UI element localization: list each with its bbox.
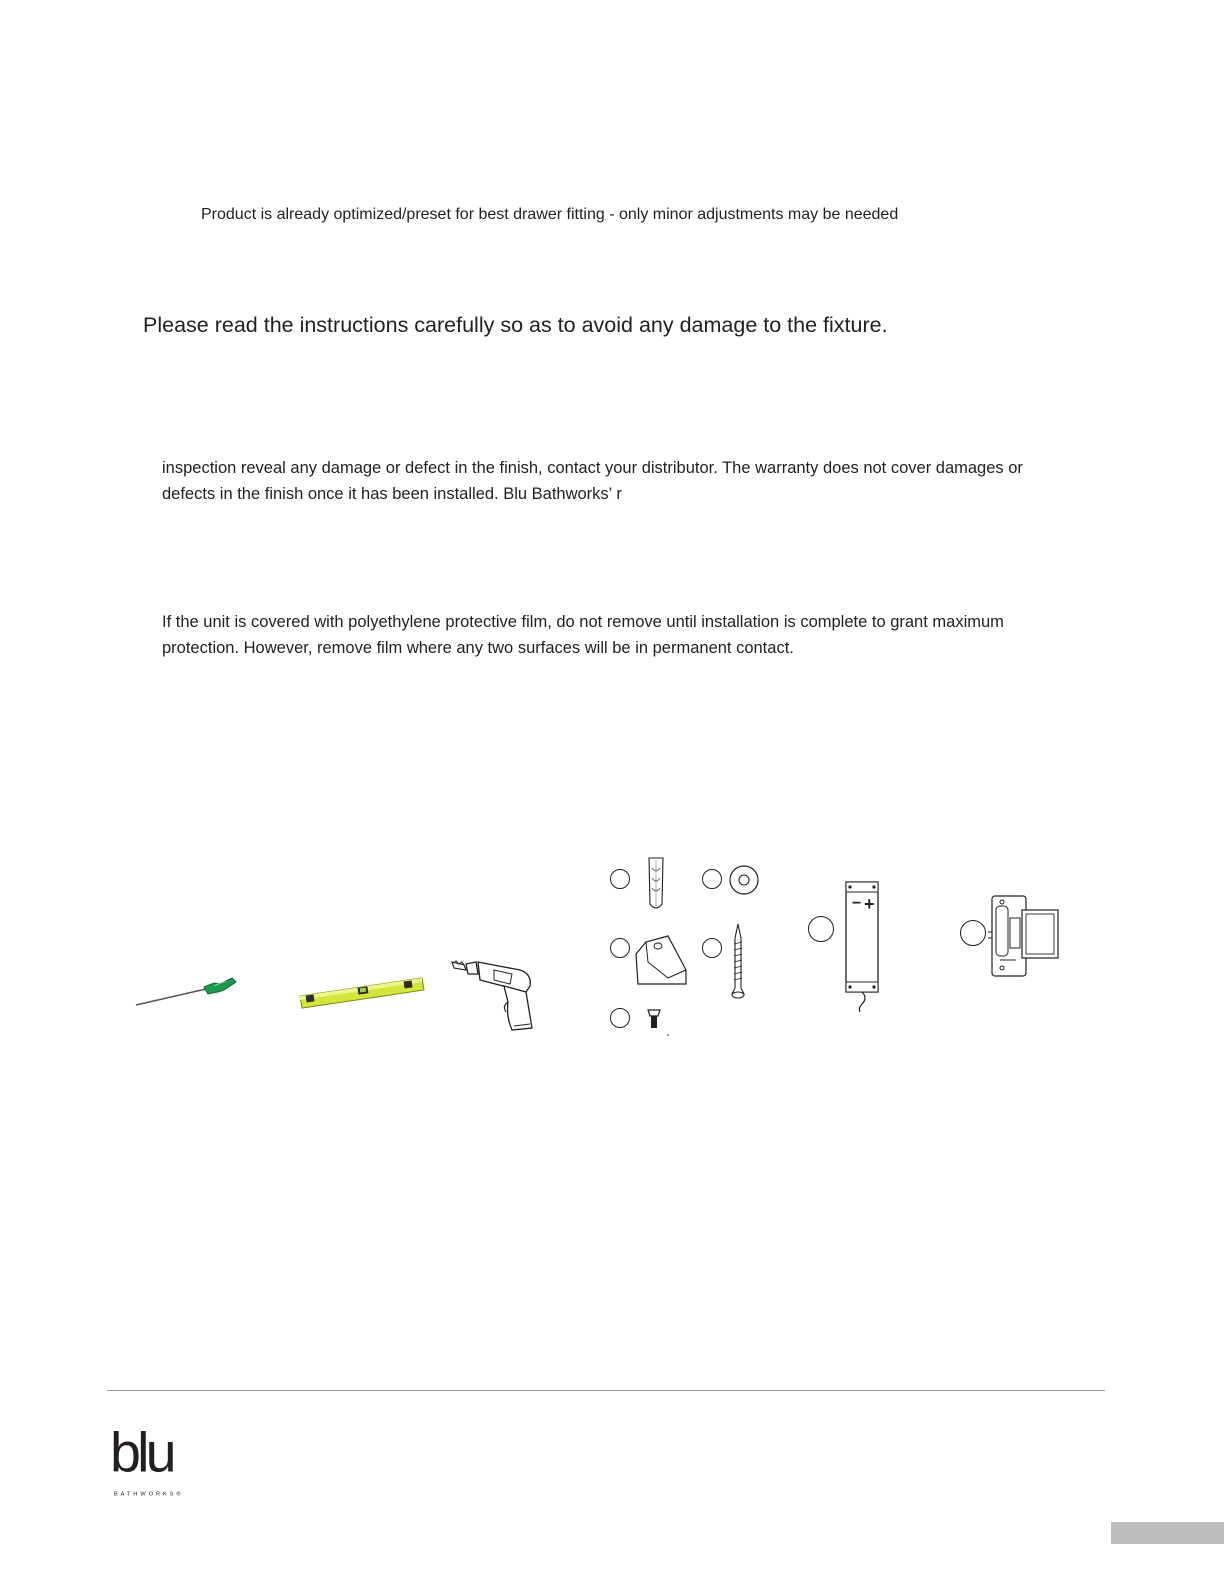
part-marker [610, 869, 630, 889]
mounting-bracket-icon [634, 932, 688, 986]
drawer-hinge-icon [986, 892, 1060, 978]
protective-film-paragraph [162, 609, 1092, 661]
blu-bathworks-logo [110, 1420, 206, 1502]
page-number-tab [1111, 1522, 1224, 1544]
paragraph-line: defects in the finish once it has been installed. Blu Bathworks’ r [162, 485, 622, 503]
paragraph-line: inspection reveal any damage or defect in the finish, contact your distributor. The warranty does not cover damages or [162, 459, 1023, 477]
logo-wordmark: blu [110, 1421, 173, 1484]
paragraph-line: protection. However, remove film where any two surfaces will be in permanent contact. [162, 639, 794, 657]
logo-subtitle: BATHWORKS® [113, 1491, 184, 1498]
wall-anchor-icon [644, 856, 668, 918]
led-driver-icon [842, 880, 882, 1016]
preset-notice: Product is already optimized/preset for best drawer fitting - only minor adjustments may be needed [201, 206, 899, 223]
minus-label: − [852, 895, 862, 912]
machine-screw-icon [646, 1008, 672, 1038]
paragraph-line: If the unit is covered with polyethylene protective film, do not remove until installation is complete to grant maximum [162, 613, 1004, 631]
part-marker [808, 916, 834, 942]
screwdriver-icon [134, 974, 240, 1010]
part-marker [610, 938, 630, 958]
page-heading: Please read the instructions carefully so as to avoid any damage to the fixture. [143, 313, 888, 337]
part-marker [610, 1008, 630, 1028]
spirit-level-icon [298, 966, 426, 1014]
power-drill-icon [450, 956, 540, 1034]
part-marker [702, 869, 722, 889]
wood-screw-icon [728, 922, 748, 1002]
part-marker [702, 938, 722, 958]
plus-label: + [864, 894, 875, 914]
washer-icon [728, 864, 760, 896]
inspection-paragraph [162, 455, 1092, 507]
part-marker [960, 920, 986, 946]
footer-divider [107, 1390, 1105, 1391]
